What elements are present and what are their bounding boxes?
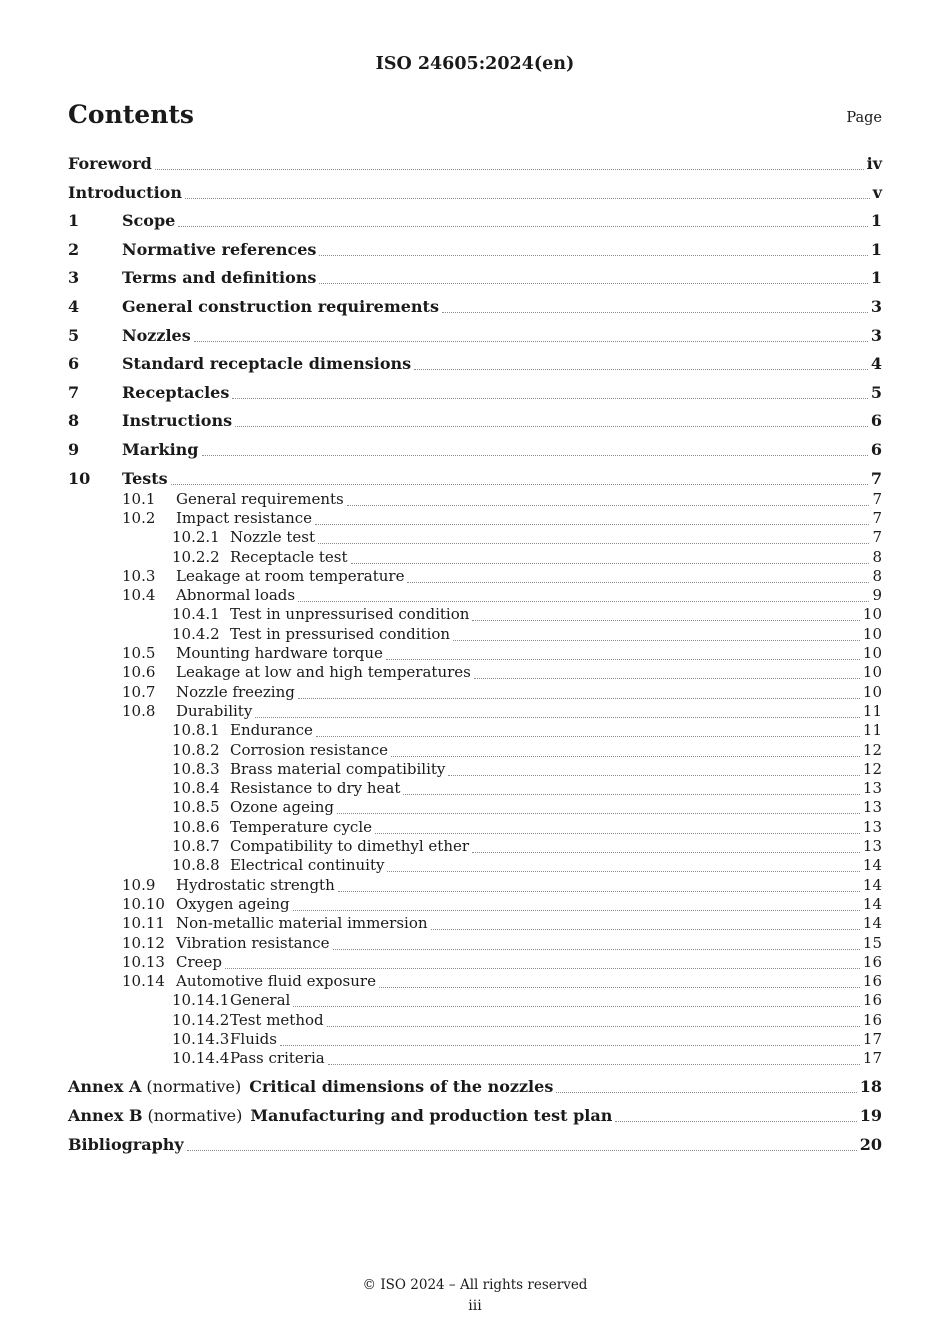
dot-leader bbox=[202, 454, 868, 456]
toc-entry-number: 10.6 bbox=[122, 663, 156, 682]
dot-leader bbox=[472, 851, 860, 853]
toc-entry-page: 16 bbox=[862, 1010, 882, 1029]
toc-entry[interactable] bbox=[68, 469, 882, 491]
toc-entry-number: 10.8 bbox=[122, 701, 156, 720]
dot-leader bbox=[448, 774, 860, 776]
dot-leader bbox=[391, 755, 860, 757]
toc-entry-number: 10.2.2 bbox=[172, 547, 220, 566]
toc-entry[interactable] bbox=[68, 1106, 882, 1128]
toc-entry-page: 9 bbox=[872, 586, 882, 605]
toc-entry-page: 11 bbox=[862, 701, 882, 720]
dot-leader bbox=[319, 254, 867, 256]
dot-leader bbox=[403, 793, 860, 795]
toc-entry-title: Critical dimensions of the nozzles bbox=[249, 1077, 554, 1097]
toc-entry-title: General bbox=[230, 991, 291, 1010]
annex-label: Annex A bbox=[68, 1077, 142, 1097]
toc-entry-title: Receptacles bbox=[122, 382, 230, 402]
toc-entry-title: Test method bbox=[230, 1010, 324, 1029]
dot-leader bbox=[386, 658, 860, 660]
toc-entry-title: Compatibility to dimethyl ether bbox=[230, 837, 470, 855]
toc-entry-page: 10 bbox=[862, 605, 882, 624]
dot-leader bbox=[155, 168, 864, 170]
page-number: iii bbox=[468, 1298, 482, 1314]
toc-entry-page: 16 bbox=[862, 991, 882, 1010]
toc-entry-number: 10.2.1 bbox=[172, 528, 220, 547]
dot-leader bbox=[556, 1091, 856, 1093]
toc-entry-title: Scope bbox=[122, 211, 176, 231]
dot-leader bbox=[414, 368, 868, 370]
dot-leader bbox=[337, 812, 860, 814]
toc-entry-title: Corrosion resistance bbox=[230, 740, 388, 759]
toc-entry-number: 10.5 bbox=[122, 644, 156, 662]
toc-entry-page: 14 bbox=[862, 914, 882, 933]
toc-entry[interactable] bbox=[68, 440, 882, 462]
toc-entry-page: 10 bbox=[862, 644, 882, 662]
toc-entry-number: 10.8.7 bbox=[172, 837, 220, 855]
toc-entry-number: 10.4.1 bbox=[172, 605, 220, 624]
dot-leader bbox=[171, 483, 868, 485]
toc-entry-page: 14 bbox=[862, 894, 882, 913]
toc-entry-number: 10.8.2 bbox=[172, 740, 220, 759]
toc-entry-number: 10.2 bbox=[122, 508, 156, 527]
dot-leader bbox=[453, 639, 860, 641]
dot-leader bbox=[474, 677, 860, 679]
dot-leader bbox=[319, 282, 867, 284]
toc-entry[interactable] bbox=[68, 240, 882, 262]
toc-entry-number: 10.8.8 bbox=[172, 856, 220, 875]
dot-leader bbox=[293, 909, 860, 911]
toc-entry-number: 1 bbox=[68, 211, 80, 231]
toc-entry-number: 2 bbox=[68, 239, 80, 259]
dot-leader bbox=[316, 735, 860, 737]
toc-entry-page: 1 bbox=[870, 211, 882, 231]
toc-entry-title: Leakage at room temperature bbox=[176, 566, 405, 585]
dot-leader bbox=[298, 697, 860, 699]
annex-type: (normative) bbox=[147, 1105, 243, 1125]
toc-entry-page: 11 bbox=[862, 721, 882, 740]
annex-type: (normative) bbox=[146, 1077, 242, 1097]
toc-entry-title: Nozzle test bbox=[230, 528, 316, 547]
toc-entry-title: Vibration resistance bbox=[176, 933, 330, 952]
toc-entry-number: 10.3 bbox=[122, 566, 156, 585]
toc-entry-title: Standard receptacle dimensions bbox=[122, 354, 412, 374]
toc-entry-title: Endurance bbox=[230, 721, 313, 740]
toc-entry[interactable] bbox=[68, 411, 882, 433]
toc-entry-title: Tests bbox=[122, 468, 168, 488]
dot-leader bbox=[431, 928, 860, 930]
toc-entry-number: 10.4.2 bbox=[172, 624, 220, 643]
dot-leader bbox=[293, 1005, 860, 1007]
toc-entry-number: 9 bbox=[68, 440, 80, 459]
toc-entry-page: 10 bbox=[862, 663, 882, 682]
toc-entry-page: 6 bbox=[870, 440, 882, 459]
toc-entry-page: iv bbox=[866, 154, 882, 173]
toc-entry[interactable] bbox=[68, 1135, 882, 1157]
toc-entry-number: 8 bbox=[68, 411, 80, 431]
toc-entry-number: 10 bbox=[68, 468, 91, 488]
toc-entry-page: 7 bbox=[872, 508, 882, 527]
toc-entry-page: 13 bbox=[862, 798, 882, 817]
dot-leader bbox=[235, 425, 868, 427]
toc-entry-title: Impact resistance bbox=[176, 508, 313, 527]
toc-entry-title: Non-metallic material immersion bbox=[176, 914, 428, 933]
toc-entry-page: 13 bbox=[862, 779, 882, 798]
toc-entry-number: 6 bbox=[68, 354, 80, 374]
toc-entry-title: General requirements bbox=[176, 489, 344, 508]
toc-entry-number: 10.8.5 bbox=[172, 798, 220, 817]
toc-entry-page: 1 bbox=[870, 239, 882, 259]
toc-entry-title: Ozone ageing bbox=[230, 798, 335, 817]
toc-entry[interactable] bbox=[68, 383, 882, 405]
toc-entry-number: 10.14 bbox=[122, 972, 165, 991]
dot-leader bbox=[194, 340, 868, 342]
dot-leader bbox=[187, 1149, 857, 1151]
toc-entry[interactable] bbox=[68, 354, 882, 376]
toc-entry-page: 13 bbox=[862, 837, 882, 855]
toc-entry-page: 19 bbox=[859, 1105, 882, 1125]
toc-entry-title: General construction requirements bbox=[122, 297, 439, 316]
toc-entry-page: 14 bbox=[862, 856, 882, 875]
toc-entry-title: Creep bbox=[176, 952, 223, 971]
toc-entry-title: Electrical continuity bbox=[230, 856, 385, 875]
dot-leader bbox=[185, 197, 870, 199]
toc-entry-page: 6 bbox=[870, 411, 882, 431]
toc-entry-title: Resistance to dry heat bbox=[230, 779, 401, 798]
dot-leader bbox=[280, 1044, 860, 1046]
dot-leader bbox=[232, 397, 868, 399]
toc-entry-page: 5 bbox=[870, 382, 882, 402]
toc-entry-page: 7 bbox=[870, 468, 882, 488]
toc-entry-page: 10 bbox=[862, 682, 882, 701]
toc-entry[interactable] bbox=[68, 297, 882, 319]
toc-entry-number: 10.8.4 bbox=[172, 779, 220, 798]
toc-entry-number: 3 bbox=[68, 268, 80, 288]
toc-entry-page: 3 bbox=[870, 297, 882, 316]
toc-entry-page: 14 bbox=[862, 875, 882, 894]
toc-entry-number: 10.8.1 bbox=[172, 721, 220, 740]
toc-entry-title: Temperature cycle bbox=[230, 817, 372, 836]
dot-leader bbox=[318, 542, 869, 544]
toc-entry-page: 16 bbox=[862, 972, 882, 991]
dot-leader bbox=[255, 716, 860, 718]
toc-entry-title: Manufacturing and production test plan bbox=[250, 1105, 613, 1125]
annex-label: Annex B bbox=[68, 1105, 143, 1125]
dot-leader bbox=[615, 1120, 856, 1122]
toc-entry-page: 20 bbox=[859, 1134, 882, 1154]
dot-leader bbox=[327, 1025, 860, 1027]
toc-entry-number: 10.8.6 bbox=[172, 817, 220, 836]
dot-leader bbox=[347, 504, 870, 506]
toc-entry[interactable] bbox=[68, 154, 882, 176]
toc-entry-number: 7 bbox=[68, 382, 80, 402]
page-column-label: Page bbox=[846, 110, 882, 126]
dot-leader bbox=[351, 562, 870, 564]
toc-entry-number: 10.14.1 bbox=[172, 991, 230, 1010]
toc-entry-number: 10.14.4 bbox=[172, 1049, 230, 1068]
toc-entry-page: 15 bbox=[862, 933, 882, 952]
toc-entry-number: 10.4 bbox=[122, 586, 156, 605]
toc-entry-title: Nozzles bbox=[122, 325, 191, 345]
toc-entry-number: 10.14.2 bbox=[172, 1010, 230, 1029]
toc-entry-title: Hydrostatic strength bbox=[176, 875, 335, 894]
toc-entry-page: 8 bbox=[872, 547, 882, 566]
toc-entry-number: 10.11 bbox=[122, 914, 165, 933]
toc-entry-title: Pass criteria bbox=[230, 1049, 325, 1068]
dot-leader bbox=[472, 619, 860, 621]
toc-entry-number: 10.7 bbox=[122, 682, 156, 701]
dot-leader bbox=[298, 600, 869, 602]
toc-entry-title: Marking bbox=[122, 440, 199, 459]
contents-title: Contents bbox=[68, 100, 195, 129]
dot-leader bbox=[315, 523, 869, 525]
dot-leader bbox=[379, 986, 860, 988]
toc-entry-title: Nozzle freezing bbox=[176, 682, 295, 701]
toc-entry-number: 5 bbox=[68, 325, 80, 345]
toc-entry-title: Brass material compatibility bbox=[230, 759, 446, 778]
toc-entry-page: 10 bbox=[862, 624, 882, 643]
toc-entry-number: 10.1 bbox=[122, 489, 156, 508]
toc-entry-title: Terms and definitions bbox=[122, 268, 317, 288]
toc-entry-title: Normative references bbox=[122, 239, 317, 259]
toc-entry-title: Test in unpressurised condition bbox=[230, 605, 470, 624]
toc-entry-title: Instructions bbox=[122, 411, 233, 431]
toc-entry[interactable] bbox=[68, 268, 882, 290]
toc-entry-title: Mounting hardware torque bbox=[176, 644, 383, 662]
toc-entry-number: 10.14.3 bbox=[172, 1030, 230, 1048]
toc-entry-number: 4 bbox=[68, 297, 80, 316]
toc-entry-page: 17 bbox=[862, 1030, 882, 1048]
toc-entry-title: Automotive fluid exposure bbox=[176, 972, 376, 991]
toc-entry-page: v bbox=[872, 182, 882, 202]
dot-leader bbox=[387, 870, 859, 872]
toc-entry-page: 12 bbox=[862, 759, 882, 778]
dot-leader bbox=[333, 948, 860, 950]
toc-entry-page: 8 bbox=[872, 566, 882, 585]
toc-entry-number: 10.8.3 bbox=[172, 759, 220, 778]
toc-entry-page: 12 bbox=[862, 740, 882, 759]
dot-leader bbox=[442, 311, 868, 313]
toc-entry-title: Foreword bbox=[68, 154, 152, 173]
toc-entry[interactable] bbox=[68, 1077, 882, 1099]
toc-entry-page: 1 bbox=[870, 268, 882, 288]
toc-entry-title: Abnormal loads bbox=[176, 586, 296, 605]
dot-leader bbox=[178, 225, 868, 227]
toc-entry-page: 3 bbox=[870, 325, 882, 345]
dot-leader bbox=[375, 832, 860, 834]
toc-entry-title: Receptacle test bbox=[230, 547, 348, 566]
dot-leader bbox=[338, 890, 860, 892]
toc-entry-number: 10.12 bbox=[122, 933, 165, 952]
toc-entry-title: Test in pressurised condition bbox=[230, 624, 451, 643]
toc-entry-title: Introduction bbox=[68, 182, 182, 202]
toc-entry-title: Leakage at low and high temperatures bbox=[176, 663, 471, 682]
toc-entry-title: Durability bbox=[176, 701, 253, 720]
toc-entry-number: 10.9 bbox=[122, 875, 156, 894]
dot-leader bbox=[225, 967, 860, 969]
dot-leader bbox=[328, 1063, 860, 1065]
toc-entry[interactable] bbox=[68, 183, 882, 205]
toc-entry[interactable] bbox=[68, 211, 882, 233]
toc-entry-number: 10.13 bbox=[122, 952, 165, 971]
toc-entry-title: Fluids bbox=[230, 1030, 277, 1048]
toc-entry-page: 13 bbox=[862, 817, 882, 836]
toc-entry-page: 17 bbox=[862, 1049, 882, 1068]
copyright-footer: © ISO 2024 – All rights reserved bbox=[362, 1277, 588, 1293]
toc-entry-title: Oxygen ageing bbox=[176, 894, 290, 913]
toc-entry[interactable] bbox=[68, 326, 882, 348]
toc-entry-page: 7 bbox=[872, 528, 882, 547]
toc-entry-title: Bibliography bbox=[68, 1134, 184, 1154]
toc-entry-number: 10.10 bbox=[122, 894, 165, 913]
document-id: ISO 24605:2024(en) bbox=[375, 54, 575, 74]
toc-entry-page: 16 bbox=[862, 952, 882, 971]
toc-entry-page: 18 bbox=[859, 1077, 882, 1097]
toc-entry-page: 4 bbox=[870, 354, 882, 374]
toc-entry-page: 7 bbox=[872, 489, 882, 508]
dot-leader bbox=[407, 581, 869, 583]
toc-entry[interactable] bbox=[68, 1049, 882, 1071]
